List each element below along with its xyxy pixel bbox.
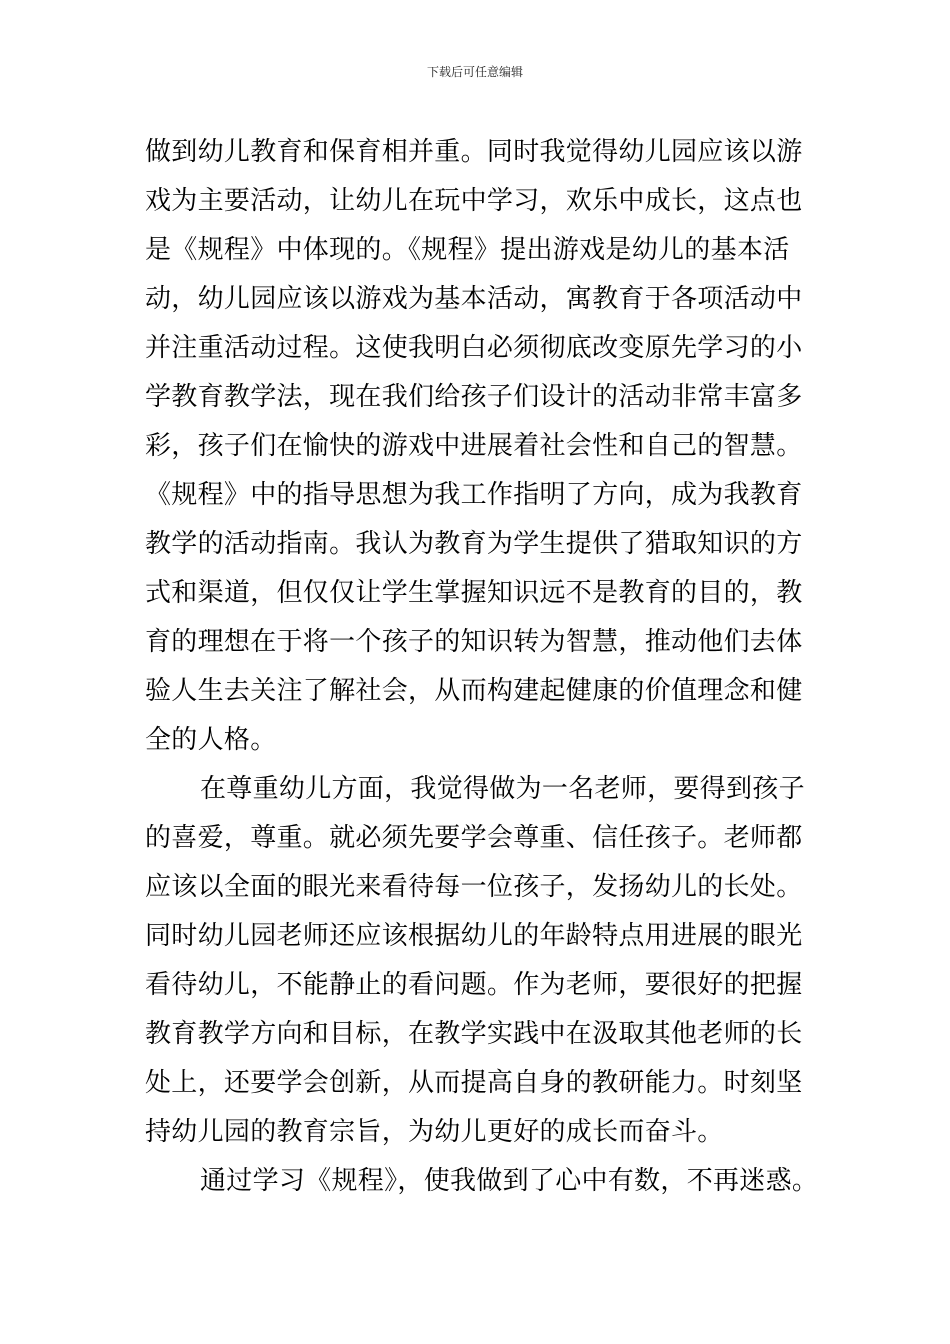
text-line: 在尊重幼儿方面，我觉得做为一名老师，要得到孩子: [200, 774, 805, 804]
text-line: 《规程》中的指导思想为我工作指明了方向，成为我教育: [145, 480, 803, 510]
text-line: 戏为主要活动，让幼儿在玩中学习，欢乐中成长，这点也: [145, 186, 803, 216]
text-line: 彩，孩子们在愉快的游戏中进展着社会性和自己的智慧。: [145, 431, 803, 461]
text-line: 的喜爱，尊重。就必须先要学会尊重、信任孩子。老师都: [145, 823, 803, 853]
text-line: 并注重活动过程。这使我明白必须彻底改变原先学习的小: [145, 333, 803, 363]
text-line: 验人生去关注了解社会，从而构建起健康的价值理念和健: [145, 676, 803, 706]
text-line: 动，幼儿园应该以游戏为基本活动，寓教育于各项活动中: [145, 284, 803, 314]
text-line: 处上，还要学会创新，从而提高自身的教研能力。时刻坚: [145, 1068, 803, 1098]
text-line: 通过学习《规程》，使我做到了心中有数，不再迷惑。: [200, 1166, 819, 1196]
text-line: 同时幼儿园老师还应该根据幼儿的年龄特点用进展的眼光: [145, 921, 803, 951]
text-line: 教育教学方向和目标，在教学实践中在汲取其他老师的长: [145, 1019, 803, 1049]
body-text: [145, 128, 825, 1206]
page-header: 下载后可任意编辑: [426, 65, 523, 79]
text-line: 应该以全面的眼光来看待每一位孩子，发扬幼儿的长处。: [145, 872, 803, 902]
text-line: 全的人格。: [145, 725, 277, 755]
text-line: 学教育教学法，现在我们给孩子们设计的活动非常丰富多: [145, 382, 803, 412]
text-line: 看待幼儿，不能静止的看问题。作为老师，要很好的把握: [145, 970, 803, 1000]
text-line: 是《规程》中体现的。《规程》提出游戏是幼儿的基本活: [145, 235, 790, 265]
text-line: 持幼儿园的教育宗旨，为幼儿更好的成长而奋斗。: [145, 1117, 724, 1147]
text-line: 育的理想在于将一个孩子的知识转为智慧，推动他们去体: [145, 627, 803, 657]
text-line: 做到幼儿教育和保育相并重。同时我觉得幼儿园应该以游: [145, 137, 803, 167]
text-line: 式和渠道，但仅仅让学生掌握知识远不是教育的目的，教: [145, 578, 803, 608]
text-line: 教学的活动指南。我认为教育为学生提供了猎取知识的方: [145, 529, 803, 559]
